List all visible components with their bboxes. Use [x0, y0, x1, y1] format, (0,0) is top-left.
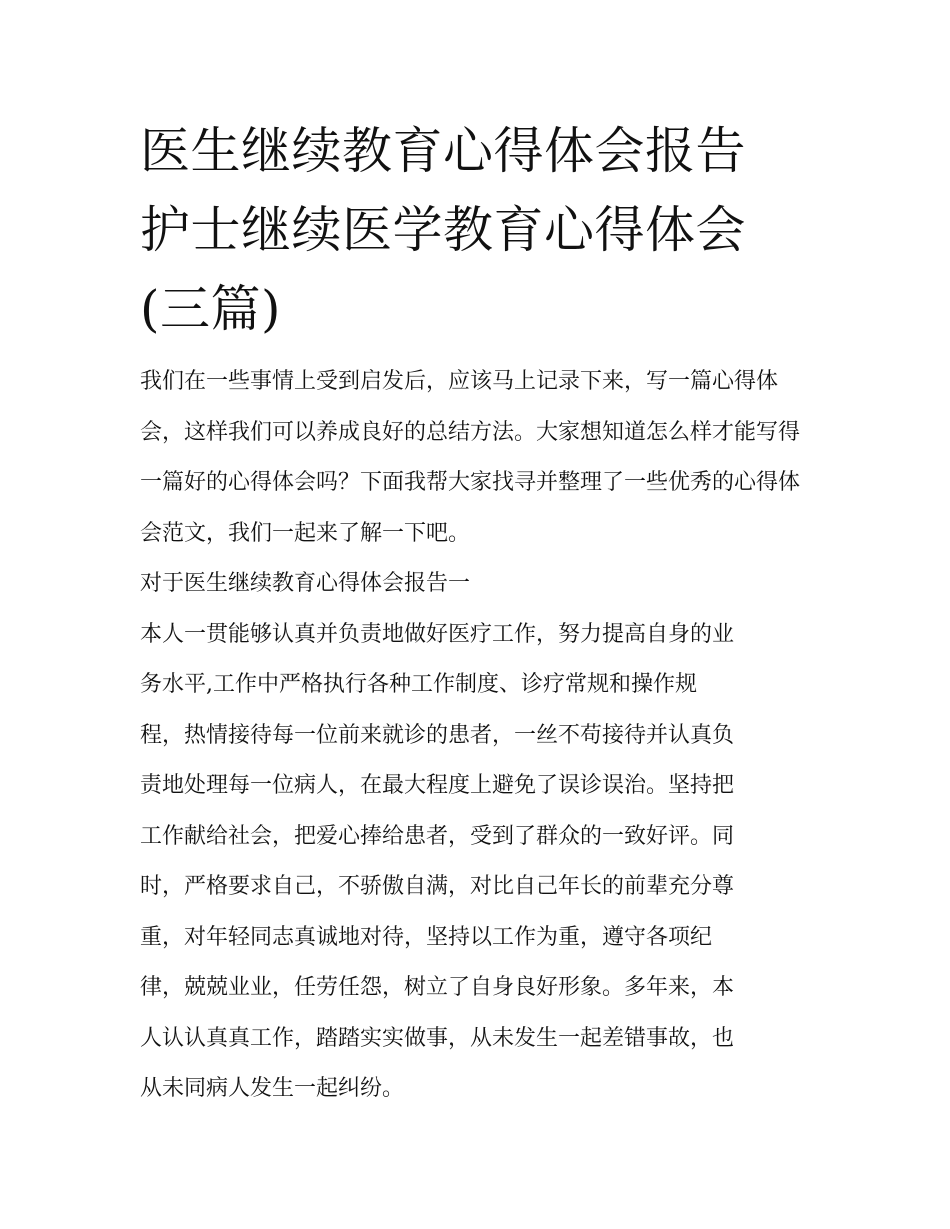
body-paragraph	[140, 610, 812, 1115]
body-line: 务水平,工作中严格执行各种工作制度、诊疗常规和操作规	[140, 672, 697, 697]
body-line: 责地处理每一位病人，在最大程度上避免了误诊误治。坚持把	[140, 773, 735, 798]
body-line: 时，严格要求自己，不骄傲自满，对比自己年长的前辈充分尊	[140, 874, 735, 899]
body-line: 从未同病人发生一起纠纷。	[140, 1076, 405, 1101]
document-page	[140, 112, 812, 1115]
document-title: 医生继续教育心得体会报告 护士继续医学教育心得体会(三篇)	[140, 122, 746, 338]
body-line: 人认认真真工作，踏踏实实做事，从未发生一起差错事故，也	[140, 1025, 735, 1051]
body-line: 程，热情接待每一位前来就诊的患者，一丝不苟接待并认真负	[140, 722, 735, 748]
body-line: 本人一贯能够认真并负责地做好医疗工作，努力提高自身的业	[140, 621, 735, 647]
body-line: 律，兢兢业业，任劳任怨，树立了自身良好形象。多年来，本	[140, 975, 735, 1000]
body-line: 重，对年轻同志真诚地对待，坚持以工作为重，遵守各项纪	[140, 924, 713, 950]
section-heading: 对于医生继续教育心得体会报告一	[140, 571, 471, 596]
body-line: 工作献给社会，把爱心捧给患者，受到了群众的一致好评。同	[140, 823, 735, 849]
intro-paragraph: 我们在一些事情上受到启发后，应该马上记录下来，写一篇心得体会，这样我们可以养成良好的总结方法。大家想知道怎么样才能写得一篇好的心得体会吗？下面我帮大家找寻并整理了一些优秀的心得体会范文，我们一起来了解一下吧。	[140, 369, 801, 546]
